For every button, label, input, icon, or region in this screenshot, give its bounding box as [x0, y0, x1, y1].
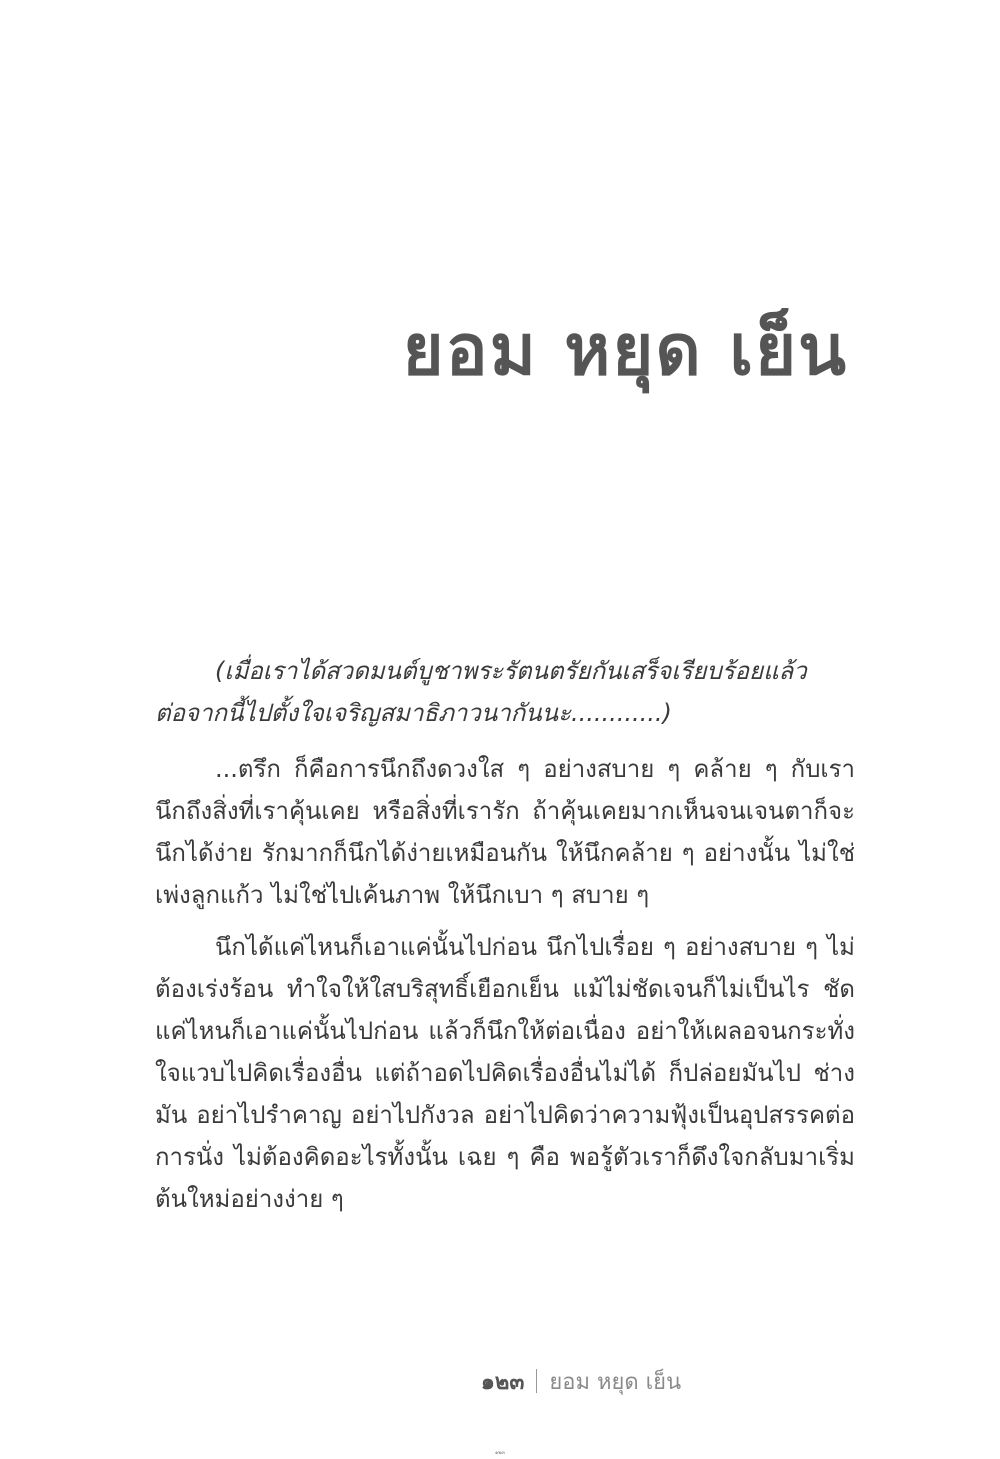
paragraph-2: นึกได้แค่ไหนก็เอาแค่นั้นไปก่อน นึกไปเรื่อย ๆ อย่างสบาย ๆ ไม่ต้องเร่งร้อน ทำใจให้ใสบริสุทธิ์เยือกเย็น แม้ไม่ชัดเจนก็ไม่เป็นไร ชัดแค่ไหนก็เอาแค่นั้นไปก่อน แล้วก็นึกให้ต่อเนื่อง อย่าให้เผลอจนกระทั่งใจแวบไปคิดเรื่องอื่น แต่ถ้าอดไปคิดเรื่องอื่นไม่ได้ ก็ปล่อยมันไป ช่างมัน อย่าไปรำคาญ อย่าไปกังวล อย่าไปคิดว่าความฟุ้งเป็นอุปสรรคต่อการนั่ง ไม่ต้องคิดอะไรทั้งนั้น เฉย ๆ คือ พอรู้ตัวเราก็ดึงใจกลับมาเริ่มต้นใหม่อย่างง่าย ๆ: [155, 933, 855, 1213]
body-text: [155, 650, 855, 1230]
running-title: ยอม หยุด เย็น: [549, 1370, 682, 1395]
page-number: ๑๒๓: [480, 1370, 525, 1395]
footer-divider: [536, 1369, 537, 1393]
print-mark: ๑๒๓: [495, 1450, 505, 1456]
paragraph-1: ...ตรึก ก็คือการนึกถึงดวงใส ๆ อย่างสบาย ๆ คล้าย ๆ กับเรานึกถึงสิ่งที่เราคุ้นเคย หรือสิ่งที่เรารัก ถ้าคุ้นเคยมากเห็นจนเจนตาก็จะนึกได้ง่าย รักมากก็นึกได้ง่ายเหมือนกัน ให้นึกคล้าย ๆ อย่างนั้น ไม่ใช่เพ่งลูกแก้ว ไม่ใช่ไปเค้นภาพ ให้นึกเบา ๆ สบาย ๆ: [155, 755, 855, 909]
intro-line-2: ต่อจากนี้ไปตั้งใจเจริญสมาธิภาวนากันนะ............): [155, 699, 672, 727]
page-title: ยอม หยุด เย็น: [402, 308, 848, 391]
page-footer: [0, 1364, 1000, 1399]
intro-paragraph: [155, 650, 855, 734]
intro-line-1: (เมื่อเราได้สวดมนต์บูชาพระรัตนตรัยกันเสร็จเรียบร้อยแล้ว: [215, 657, 807, 685]
